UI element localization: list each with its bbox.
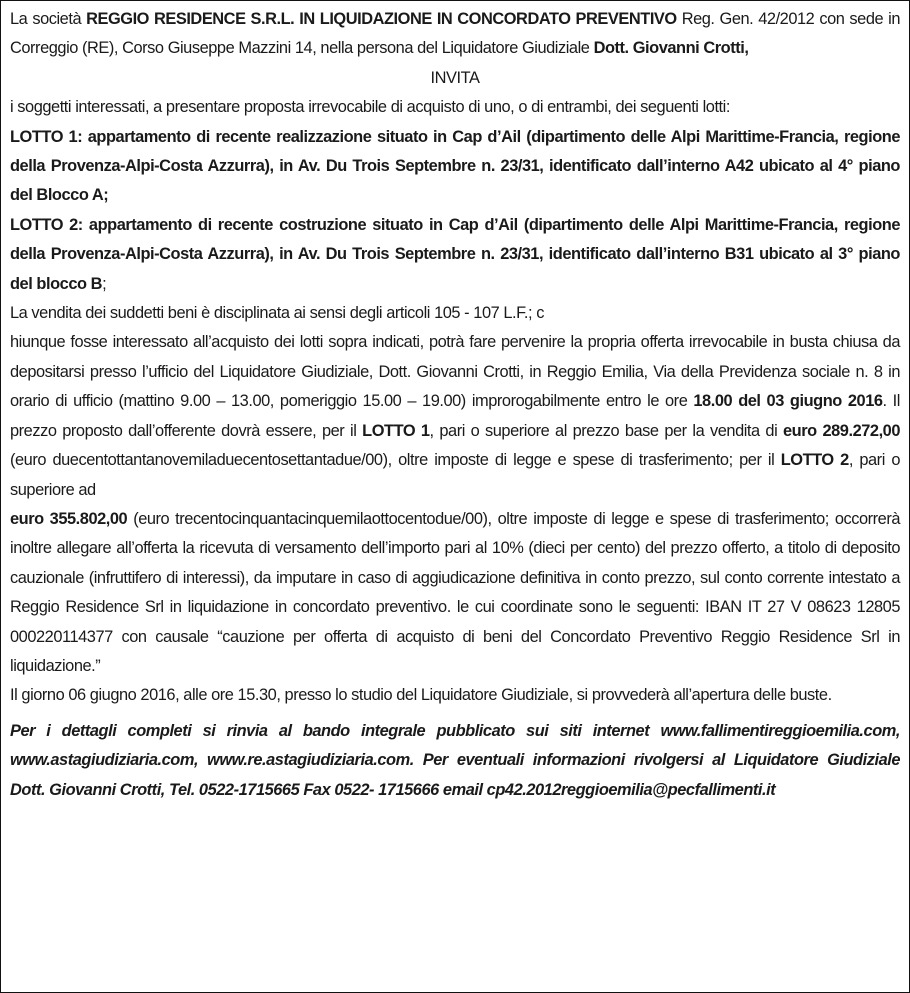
invita-heading: INVITA — [430, 68, 480, 87]
company-name: REGGIO RESIDENCE S.R.L. IN LIQUIDAZIONE IN CONCORDATO PREVENTIVO — [86, 10, 677, 28]
intro-text-1: La società — [10, 10, 87, 28]
liquidator-name: Dott. Giovanni Crotti, — [593, 39, 749, 58]
lotto-2-text: LOTTO 2: appartamento di recente costruzione situato in Cap d’Ail (dipartimento delle Alpi Marittime-Francia, regione della Provenza-Alpi-Costa Azzurra), in Av. Du Trois Septembre n. 23/31, identificato dall’interno B31 ubicato al 3° piano del blocco B — [10, 215, 900, 293]
opening-paragraph: Il giorno 06 giugno 2016, alle ore 15.30, presso lo studio del Liquidatore Giudiziale, si provvederà all’apertura delle buste. — [10, 686, 832, 705]
sale-line: La vendita dei suddetti beni è disciplinata ai sensi degli articoli 105 - 107 L.F.; c — [10, 304, 544, 323]
lotto-2 — [10, 211, 900, 299]
intro-paragraph — [10, 5, 900, 64]
deposit-price-2: euro 355.802,00 — [10, 509, 128, 528]
invite-text: i soggetti interessati, a presentare proposta irrevocabile di acquisto di uno, o di entrambi, dei seguenti lotti: — [10, 98, 730, 117]
deposit-text: (euro trecentocinquantacinquemilaottocentodue/00), oltre imposte di legge e spese di trasferimento; occorrerà inoltre allegare all’offerta la ricevuta di versamento dell’importo pari al 10% (dieci per cento) del prezzo offerto, a titolo di deposito cauzionale (infruttifero di interessi), da imputare in caso di aggiudicazione definitiva in conto prezzo, sul conto corrente intestato a Reggio Residence Srl in liquidazione in concordato preventivo. le cui coordinate sono le seguenti: IBAN IT 27 V 08623 12805 000220114377 con causale “cauzione per offerta di acquisto di beni del Concordato Preventivo Reggio Residence Srl in liquidazione.” — [10, 509, 901, 675]
offer-text-1: hiunque fosse interessato all’acquisto dei lotti sopra indicati, potrà fare pervenire la propria offerta irrevocabile in busta chiusa da depositarsi presso l’ufficio del Liquidatore Giudiziale, Dott. Giovanni Crotti, in Reggio Emilia, Via della Previdenza sociale n. 8 in orario di ufficio (mattino 9.00 – 13.00, pomeriggio 15.00 – 19.00) improrogabilmente entro le ore — [10, 333, 900, 411]
lotto-1 — [10, 123, 900, 211]
lotto-2-end: ; — [102, 274, 107, 293]
offer-price-1: euro 289.272,00 — [783, 421, 900, 440]
deposit-paragraph — [10, 505, 900, 681]
lotto-1-text: LOTTO 1: appartamento di recente realizzazione situato in Cap d’Ail (dipartimento delle Alpi Marittime-Francia, regione della Provenza-Alpi-Costa Azzurra), in Av. Du Trois Septembre n. 23/31, identificato dall’interno A42 ubicato al 4° piano del Blocco A; — [10, 127, 900, 205]
intro-text-2: Reg. Gen. 42/2012 con sede in Correggio (RE), Corso Giuseppe Mazzini 14, nella persona del Liquidatore Giudiziale — [10, 10, 900, 58]
offer-deadline: 18.00 del 03 giugno 2016 — [693, 392, 883, 411]
offer-text-5: , pari o superiore ad — [10, 451, 900, 499]
offer-text-2: . Il prezzo proposto dall’offerente dovrà essere, per il — [10, 392, 900, 440]
offer-text-4: (euro duecentottantanovemiladuecentosettantadue/00), oltre imposte di legge e spese di trasferimento; per il — [10, 451, 781, 470]
offer-text-3: , pari o superiore al prezzo base per la vendita di — [429, 421, 784, 440]
offer-lot-2: LOTTO 2 — [780, 451, 849, 470]
offer-lot-1: LOTTO 1 — [362, 421, 430, 440]
footer-contacts: Per i dettagli completi si rinvia al bando integrale pubblicato sui siti internet www.fallimentireggioemilia.com, www.astagiudiziaria.com, www.re.astagiudiziaria.com. Per eventuali informazioni rivolgersi al Liquidatore Giudiziale Dott. Giovanni Crotti, Tel. 0522-1715665 Fax 0522- 1715666 email cp42.2012reggioemilia@pecfallimenti.it — [10, 721, 900, 799]
offer-paragraph — [10, 328, 900, 504]
